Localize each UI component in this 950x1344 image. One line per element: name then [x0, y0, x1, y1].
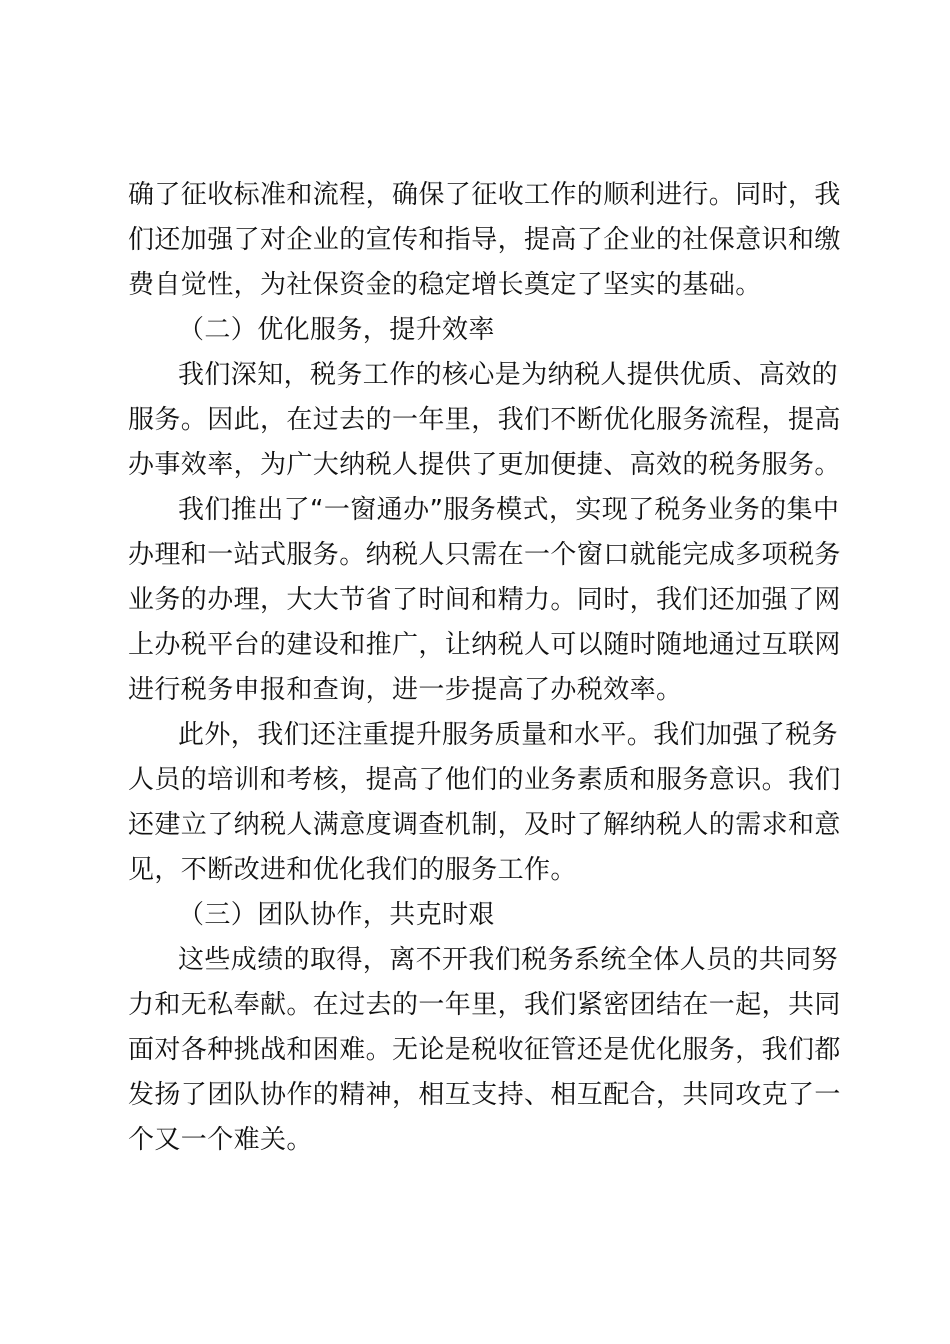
paragraph-line: 力和无私奉献。在过去的一年里，我们紧密团结在一起，共同	[128, 990, 841, 1020]
paragraph-line: 这些成绩的取得，离不开我们税务系统全体人员的共同努	[178, 945, 839, 975]
section-heading: （二）优化服务，提升效率	[178, 315, 495, 345]
paragraph-line: 面对各种挑战和困难。无论是税收征管还是优化服务，我们都	[128, 1035, 841, 1065]
paragraph-line: 我们推出了“一窗通办”服务模式，实现了税务业务的集中	[178, 495, 840, 525]
paragraph-line: 此外，我们还注重提升服务质量和水平。我们加强了税务	[178, 720, 839, 750]
paragraph-line: 进行税务申报和查询，进一步提高了办税效率。	[128, 675, 683, 705]
paragraph-line: 服务。因此，在过去的一年里，我们不断优化服务流程，提高	[128, 405, 841, 435]
paragraph-line: 办理和一站式服务。纳税人只需在一个窗口就能完成多项税务	[128, 540, 841, 570]
section-heading: （三）团队协作，共克时艰	[178, 900, 495, 930]
paragraph-line: 确了征收标准和流程，确保了征收工作的顺利进行。同时，我	[128, 180, 841, 210]
paragraph-line: 个又一个难关。	[128, 1125, 313, 1155]
paragraph-line: 人员的培训和考核，提高了他们的业务素质和服务意识。我们	[128, 765, 841, 795]
paragraph-line: 们还加强了对企业的宣传和指导，提高了企业的社保意识和缴	[128, 225, 841, 255]
paragraph-line: 办事效率，为广大纳税人提供了更加便捷、高效的税务服务。	[128, 450, 841, 480]
paragraph-line: 见，不断改进和优化我们的服务工作。	[128, 855, 577, 885]
paragraph-line: 我们深知，税务工作的核心是为纳税人提供优质、高效的	[178, 360, 839, 390]
paragraph-line: 业务的办理，大大节省了时间和精力。同时，我们还加强了网	[128, 585, 841, 615]
paragraph-line: 还建立了纳税人满意度调查机制，及时了解纳税人的需求和意	[128, 810, 841, 840]
paragraph-line: 上办税平台的建设和推广，让纳税人可以随时随地通过互联网	[128, 630, 841, 660]
paragraph-line: 发扬了团队协作的精神，相互支持、相互配合，共同攻克了一	[128, 1080, 841, 1110]
paragraph-line: 费自觉性，为社保资金的稳定增长奠定了坚实的基础。	[128, 270, 762, 300]
